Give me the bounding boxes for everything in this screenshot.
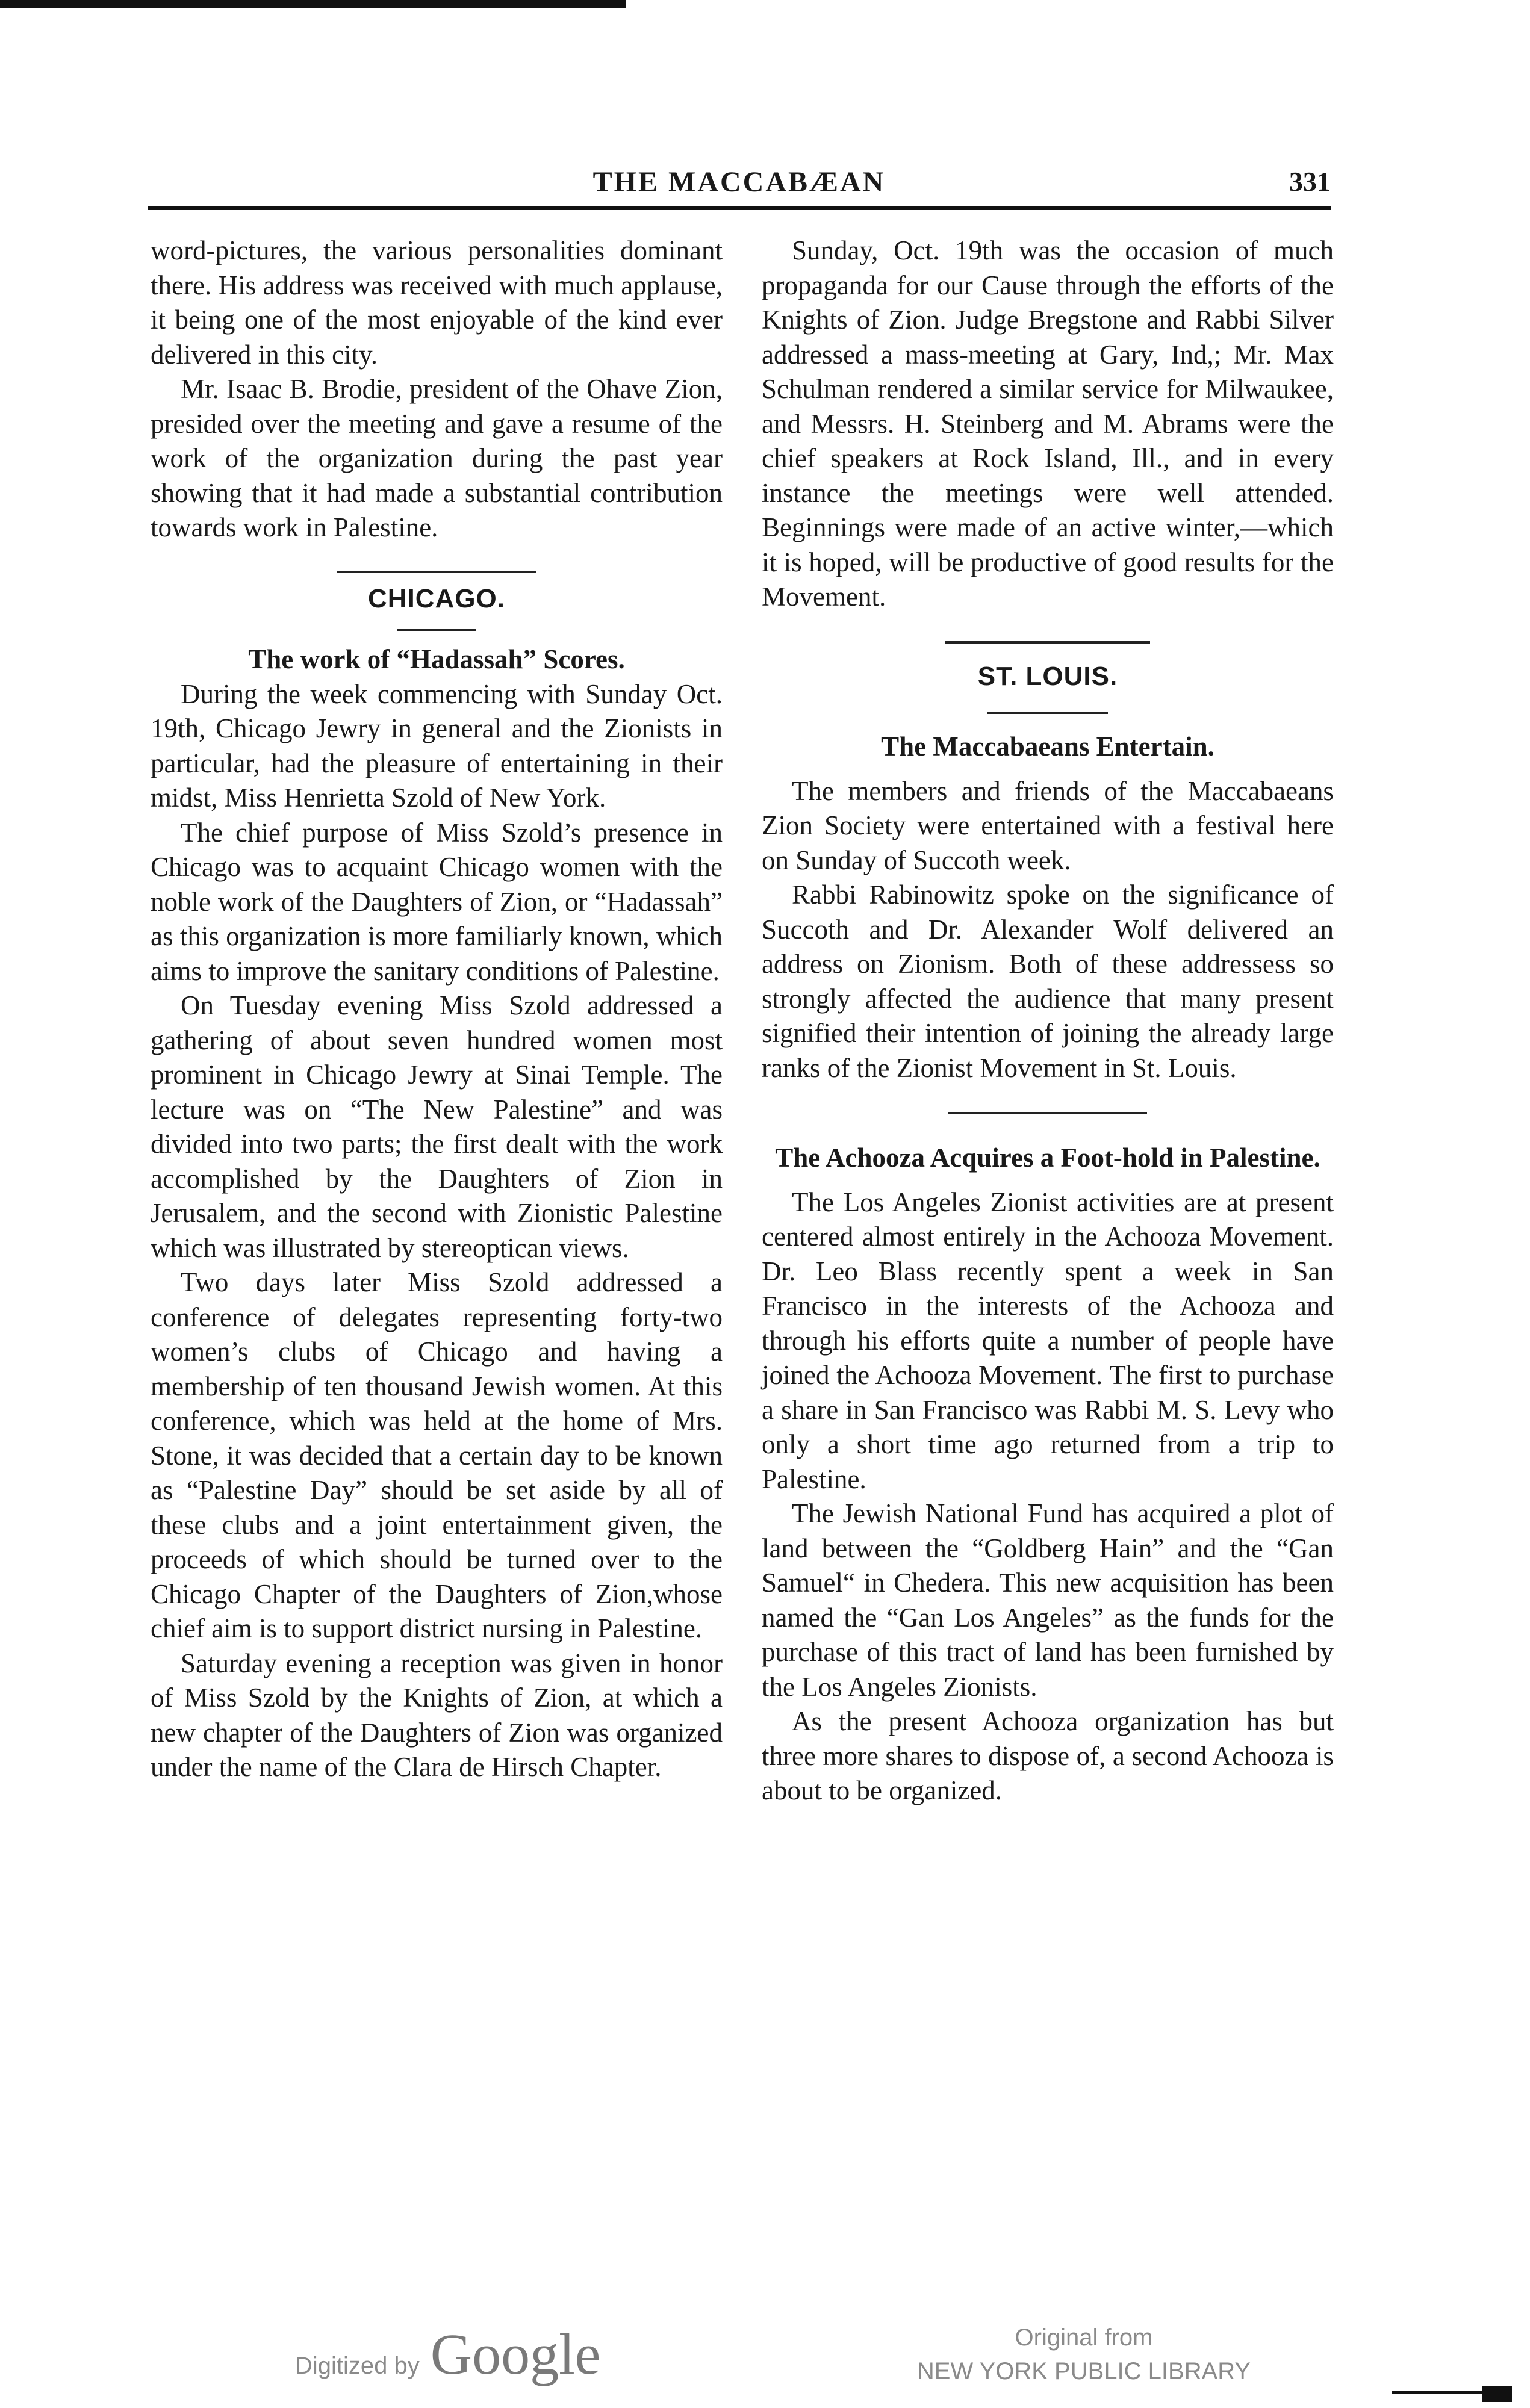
short-divider (397, 629, 476, 631)
library-attribution (891, 2321, 1277, 2388)
paragraph: Mr. Isaac B. Brodie, president of the Ohave Zion, presided over the meeting and gave a resume of the work of the organization during the past year showing that it had made a substantial contribution towards work in Palestine. (151, 374, 723, 542)
top-border-rule (0, 0, 626, 8)
paragraph: The members and friends of the Maccabaeans Zion Society were entertained with a festival here on Sunday of Succoth week. (762, 775, 1334, 875)
article-subheading: The work of “Hadassah” Scores. (248, 644, 625, 674)
paragraph: Sunday, Oct. 19th was the occasion of much propaganda for our Cause through the efforts of the Knights of Zion. Judge Bregstone and Rabbi Silver addressed a mass-meeting at Gary, Ind,; Mr. Max Schulman rendered a similar service for Milwaukee, and Messrs. H. Steinberg and M. Abrams were the chief speakers at Rock Island, Ill., and in every instance the meetings were well attended. Beginnings were made of an active winter,—which it is hoped, will be productive of good results for the Movement. (762, 235, 1334, 612)
header-rule (148, 206, 1331, 210)
google-logo: Google (430, 2322, 601, 2386)
original-from-label: Original from (1015, 2324, 1153, 2351)
paragraph: Saturday evening a reception was given in honor of Miss Szold by the Knights of Zion, at which a new chapter of the Daughters of Zion was organized under the name of the Clara de Hirsch Chapter. (151, 1648, 723, 1782)
section-divider (948, 1112, 1147, 1114)
paragraph: As the present Achooza organization has but three more shares to dispose of, a second Achooza is about to be organized. (762, 1706, 1334, 1805)
paragraph: During the week commencing with Sunday Oct. 19th, Chicago Jewry in general and the Zionists in particular, had the pleasure of entertaining in their midst, Miss Henrietta Szold of New York. (151, 678, 723, 813)
article-subheading: The Maccabaeans Entertain. (881, 731, 1214, 762)
paragraph: word-pictures, the various personalities dominant there. His address was received with much applause, it being one of the most enjoyable of the kind ever delivered in this city. (151, 235, 723, 370)
paragraph: Rabbi Rabinowitz spoke on the significance of Succoth and Dr. Alexander Wolf delivered an address on Zionism. Both of these addressess so strongly affected the audience that many present signified their intention of joining the already large ranks of the Zionist Movement in St. Louis. (762, 880, 1334, 1083)
digitized-by-watermark (295, 2321, 600, 2388)
digitized-by-label: Digitized by (295, 2353, 420, 2379)
section-heading-st-louis: ST. LOUIS. (977, 661, 1118, 691)
paragraph: Two days later Miss Szold addressed a conference of delegates representing forty-two women’s clubs of Chicago and having a membership of ten thousand Jewish women. At this conference, which was held at the home of Mrs. Stone, it was decided that a certain day to be known as “Palestine Day” should be set aside by all of these clubs and a joint entertainment given, the proceeds of which should be turned over to the Chicago Chapter of the Daughters of Zion,whose chief aim is to support district nursing in Palestine. (151, 1267, 723, 1643)
section-divider (337, 571, 536, 573)
scan-edge-mark (1392, 2386, 1512, 2402)
paragraph: The Los Angeles Zionist activities are at present centered almost entirely in the Achooza Movement. Dr. Leo Blass recently spent a week in San Francisco in the interests of the Achooza and through his efforts quite a number of people have joined the Achooza Movement. The first to purchase a share in San Francisco was Rabbi M. S. Levy who only a short time ago returned from a trip to Palestine. (762, 1187, 1334, 1494)
library-name: NEW YORK PUBLIC LIBRARY (916, 2358, 1251, 2385)
paragraph: The chief purpose of Miss Szold’s presence in Chicago was to acquaint Chicago women with the noble work of the Daughters of Zion, or “Hadassah” as this organization is more familiarly known, which aims to improve the sanitary conditions of Palestine. (151, 817, 723, 986)
left-column (151, 234, 723, 1785)
short-divider (987, 712, 1108, 714)
paragraph: On Tuesday evening Miss Szold addressed a gathering of about seven hundred women most prominent in Chicago Jewry at Sinai Temple. The lecture was on “The New Palestine” and was divided into two parts; the first dealt with the work accomplished by the Daughters of Zion in Jerusalem, and the second with Zionistic Palestine which was illustrated by stereoptican views. (151, 990, 723, 1263)
running-title: THE MACCABÆAN (592, 166, 886, 198)
page-header (148, 166, 1331, 202)
section-heading-chicago: CHICAGO. (368, 583, 505, 613)
right-column (762, 234, 1334, 1808)
article-subheading: The Achooza Acquires a Foot-hold in Palestine. (775, 1143, 1320, 1173)
page-number: 331 (1289, 166, 1331, 197)
paragraph: The Jewish National Fund has acquired a plot of land between the “Goldberg Hain” and the “Gan Samuel“ in Chedera. This new acquisition has been named the “Gan Los Angeles” as the funds for the purchase of this tract of land has been furnished by the Los Angeles Zionists. (762, 1498, 1334, 1702)
section-divider (945, 641, 1150, 644)
